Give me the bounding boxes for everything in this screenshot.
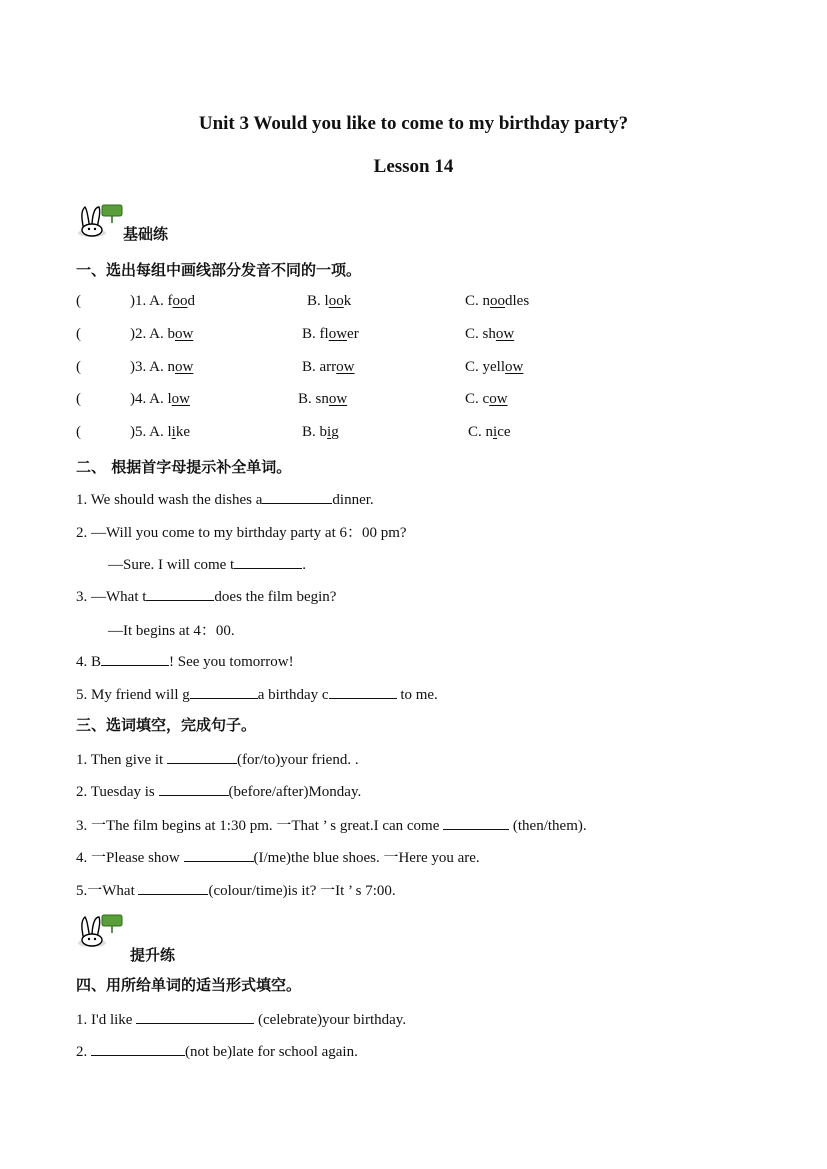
- q2-option-b: B. flower: [302, 326, 359, 342]
- s2-line-5: —It begins at 4：00.: [108, 623, 235, 639]
- s2-line-2: 2. —Will you come to my birthday party at 6：00 pm?: [76, 525, 407, 541]
- q5-option-c: C. nice: [468, 424, 511, 440]
- q5-paren: (: [76, 424, 81, 440]
- section-2-heading: 二、 根据首字母提示补全单词。: [76, 458, 292, 476]
- q5-option-a: )5. A. like: [130, 424, 191, 440]
- answer-blank[interactable]: [443, 815, 509, 830]
- q4-paren: (: [76, 391, 81, 407]
- s3-line-2: 2. Tuesday is (before/after)Monday.: [76, 781, 361, 801]
- answer-blank[interactable]: [138, 880, 208, 895]
- level-advanced: 提升练: [130, 946, 176, 964]
- q1-option-b: B. look: [307, 293, 352, 309]
- q1-option-c: C. noodles: [465, 293, 530, 309]
- q1-paren: (: [76, 293, 81, 309]
- q2-option-a: )2. A. bow: [130, 326, 194, 342]
- q3-option-c: C. yellow: [465, 359, 524, 375]
- rabbit-icon: [76, 913, 124, 949]
- q5-option-b: B. big: [302, 424, 339, 440]
- s3-line-3: 3. 一The film begins at 1:30 pm. 一That ’ s great.I can come (then/them).: [76, 814, 587, 835]
- s2-line-7: 5. My friend will g a birthday c to me.: [76, 684, 438, 704]
- answer-blank[interactable]: [234, 554, 302, 569]
- answer-blank[interactable]: [262, 489, 332, 504]
- q4-option-b: B. snow: [298, 391, 348, 407]
- s3-line-1: 1. Then give it (for/to)your friend. .: [76, 749, 359, 769]
- q2-option-c: C. show: [465, 326, 515, 342]
- s3-line-4: 4. 一Please show (I/me)the blue shoes. 一Here you are.: [76, 846, 480, 867]
- answer-blank[interactable]: [101, 651, 169, 666]
- answer-blank[interactable]: [329, 684, 397, 699]
- q4-option-c: C. cow: [465, 391, 508, 407]
- answer-blank[interactable]: [184, 847, 254, 862]
- section-1-heading: 一、选出每组中画线部分发音不同的一项。: [76, 261, 362, 279]
- s2-line-6: 4. B ! See you tomorrow!: [76, 651, 294, 671]
- answer-blank[interactable]: [159, 781, 229, 796]
- s4-line-1: 1. I'd like (celebrate)your birthday.: [76, 1009, 406, 1029]
- q3-paren: (: [76, 359, 81, 375]
- s4-line-2: 2. (not be)late for school again.: [76, 1041, 358, 1061]
- q3-option-b: B. arrow: [302, 359, 355, 375]
- answer-blank[interactable]: [146, 586, 214, 601]
- section-3-heading: 三、选词填空，完成句子。: [76, 716, 257, 734]
- level-basic: 基础练: [123, 225, 169, 243]
- s2-line-1: 1. We should wash the dishes a dinner.: [76, 489, 374, 509]
- q3-option-a: )3. A. now: [130, 359, 194, 375]
- page-title: Unit 3 Would you like to come to my birthday party?: [198, 113, 629, 134]
- q1-option-a: )1. A. food: [130, 293, 195, 309]
- section-4-heading: 四、用所给单词的适当形式填空。: [76, 976, 302, 994]
- q4-option-a: )4. A. low: [130, 391, 191, 407]
- lesson-title: Lesson 14: [373, 156, 454, 177]
- answer-blank[interactable]: [91, 1041, 185, 1056]
- s2-line-3: —Sure. I will come t .: [108, 554, 306, 574]
- q2-paren: (: [76, 326, 81, 342]
- answer-blank[interactable]: [167, 749, 237, 764]
- s2-line-4: 3. —What t does the film begin?: [76, 586, 336, 606]
- answer-blank[interactable]: [136, 1009, 254, 1024]
- s3-line-5: 5.一What (colour/time)is it? 一It ’ s 7:00.: [76, 879, 396, 900]
- answer-blank[interactable]: [190, 684, 258, 699]
- rabbit-icon: [76, 203, 124, 239]
